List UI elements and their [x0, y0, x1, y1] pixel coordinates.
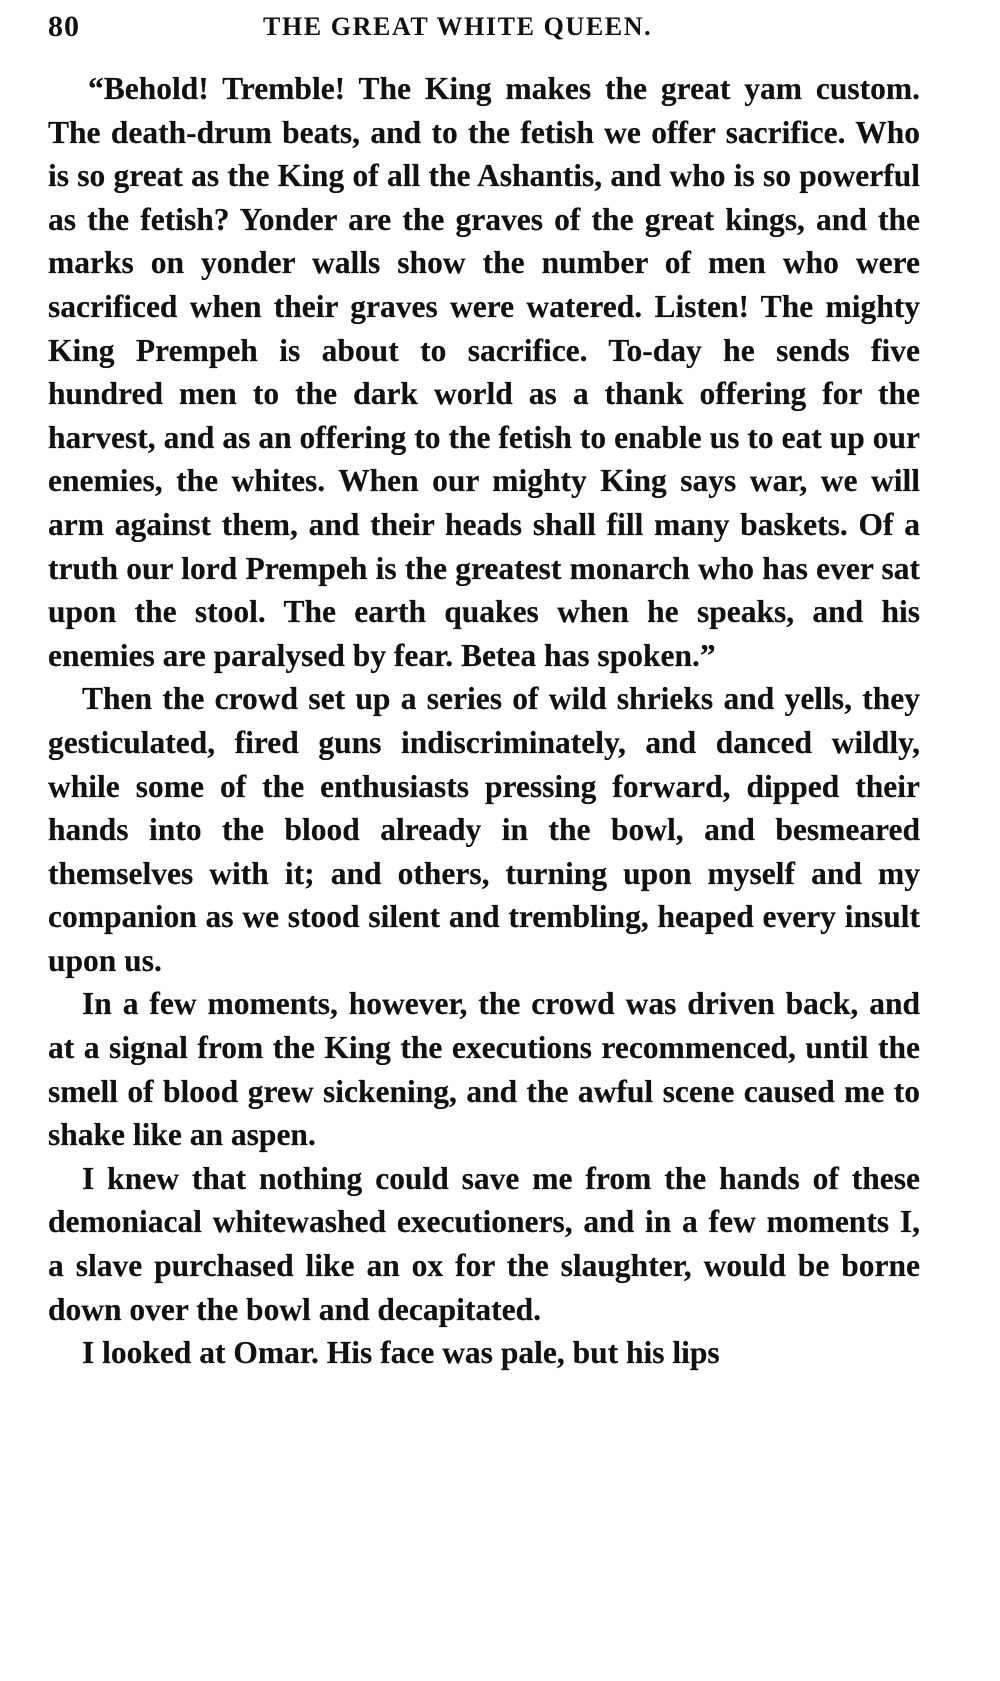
paragraph-crowd: Then the crowd set up a series of wild shrieks and yells, they gesticulated, fired guns indiscriminately, and danced wildly, while some of the enthusiasts pressing forward, dipped their hands into the blood already in the bowl, and besmeared themselves with it; and others, turning upon myself and my companion as we stood silent and trembling, heaped every insult upon us.: [48, 681, 920, 978]
paragraph-speech: “Behold! Tremble! The King makes the great yam custom. The death-drum beats, and to the fetish we offer sacrifice. Who is so great as the King of all the Ashantis, and who is so powerful as the fetish? Yonder are the graves of the great kings, and the marks on yonder walls show the number of men who were sacrificed when their graves were watered. Listen! The mighty King Prempeh is about to sacrifice. To-day he sends five hundred men to the dark world as a thank offering for the harvest, and as an offering to the fetish to enable us to eat up our enemies, the whites. When our mighty King says war, we will arm against them, and their heads shall fill many baskets. Of a truth our lord Prempeh is the greatest monarch who has ever sat upon the stool. The earth quakes when he speaks, and his enemies are paralysed by fear. Betea has spoken.”: [48, 71, 920, 673]
page-header: [48, 4, 920, 48]
running-title: THE GREAT WHITE QUEEN.: [263, 12, 653, 41]
book-page: [48, 0, 920, 1375]
page-number: 80: [48, 10, 80, 43]
body-text: [48, 67, 920, 1375]
paragraph-omar: I looked at Omar. His face was pale, but his lips: [82, 1335, 720, 1371]
paragraph-fear: I knew that nothing could save me from the hands of these demoniacal whitewashed executioners, and in a few moments I, a slave purchased like an ox for the slaughter, would be borne down over the bowl and decapitated.: [48, 1160, 920, 1327]
paragraph-executions: In a few moments, however, the crowd was driven back, and at a signal from the King the executions recommenced, until the smell of blood grew sickening, and the awful scene caused me to shake like an aspen.: [48, 986, 920, 1153]
